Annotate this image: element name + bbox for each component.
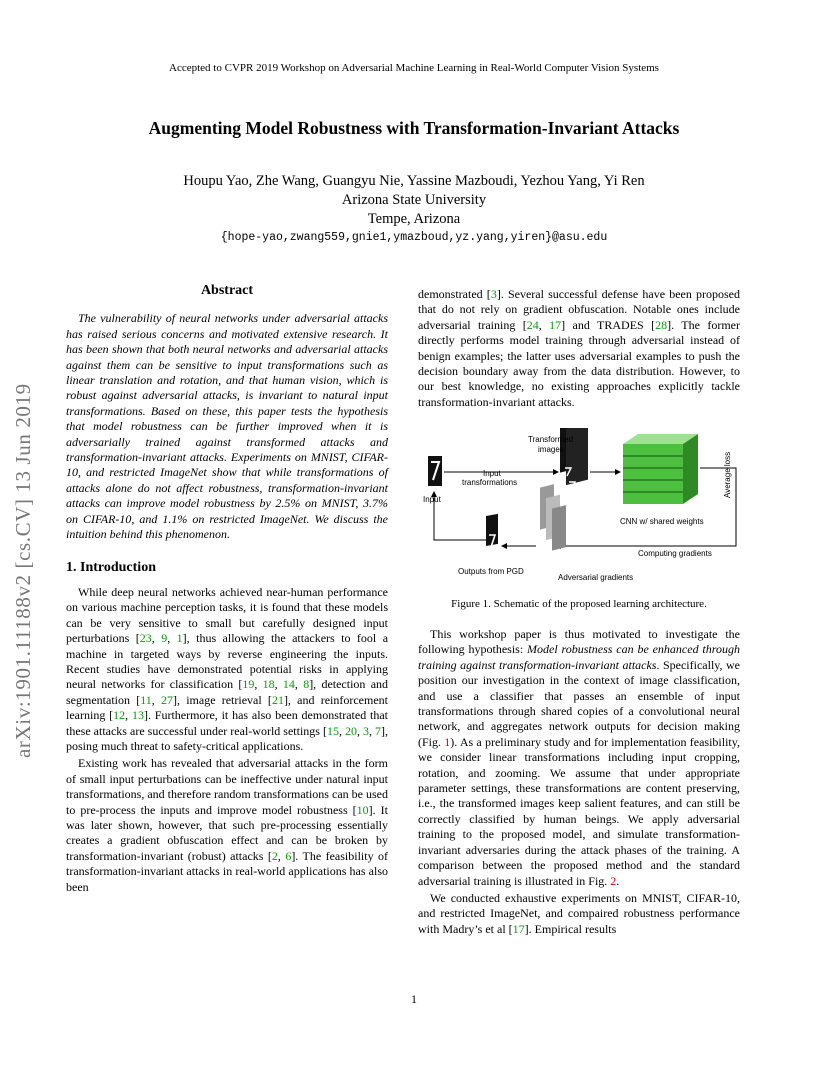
citation-link[interactable]: 3 (363, 723, 369, 738)
label-input: Input (423, 495, 441, 504)
pgd-output-image (486, 514, 498, 547)
abstract-heading: Abstract (200, 283, 254, 298)
abstract-text: The vulnerability of neural networks under adversarial attacks has raised serious concerns and motivated extensive research. It has been shown that both neural networks and adversarial attacks against them can be sensitive to input transformations such as linear translation and rotation, and that human vision, which is robust against adversarial attacks, is invariant to natural input transformations. Based on these, this paper tests the hypothesis that model robustness can be further improved when it is adversarially trained against transformed attacks and transformation-invariant attacks. Experiments on MNIST, CIFAR-10, and restricted ImageNet show that while transformations of attacks alone do not affect robustness, transformation-invariant attacks can improve model robustness by 2.5% on MNIST, 3.7% on CIFAR-10, and 1.1% on restricted ImageNet. We discuss the intuition behind this phenomenon. (66, 311, 388, 542)
page-number: 1 (411, 992, 417, 1006)
citation-link[interactable]: 6 (285, 848, 292, 863)
citation-link[interactable]: 8 (303, 677, 310, 692)
citation-link[interactable]: 20 (344, 723, 357, 738)
citation-link[interactable]: 15 (326, 723, 339, 738)
figure-1-diagram (418, 428, 748, 588)
figure-1-caption: Figure 1. Schematic of the proposed learning architecture. (451, 598, 707, 610)
right-column-bottom (418, 627, 740, 939)
label-input-transformations-2: transformations (462, 478, 518, 487)
label-computing-gradients: Computing gradients (638, 549, 712, 558)
intro-paragraph-2: Existing work has revealed that adversarial attacks in the form of small input perturbations can be ineffective under natural input transformations, and therefore random transformations can be used to pre-process the inputs and improve model robustness [10]. It was later shown, however, that such pre-processing essentially creates a gradient obfuscation effect and can be broken by transformation-invariant (robust) attacks [2, 6]. The feasibility of transformation-invariant attacks in real-world applications has also been (66, 756, 389, 894)
cnn-stack (623, 434, 698, 504)
citation-link[interactable]: 17 (549, 317, 562, 332)
label-transformed-images-1: Transformed (528, 435, 574, 444)
adversarial-gradients-stack (540, 484, 566, 550)
authors: Houpu Yao, Zhe Wang, Guangyu Nie, Yassine Mazboudi, Yezhou Yang, Yi Ren (183, 173, 645, 189)
citation-link[interactable]: 3 (490, 287, 497, 301)
citation-link[interactable]: 24 (526, 317, 539, 332)
label-adversarial-gradients: Adversarial gradients (558, 573, 634, 582)
citation-link[interactable]: 21 (271, 692, 284, 707)
citation-link[interactable]: 14 (282, 677, 295, 692)
citation-link[interactable]: 27 (160, 692, 173, 707)
intro-paragraph-3: This workshop paper is thus motivated to investigate the following hypothesis: Model robustness can be enhanced through training against transformation-invariant attacks. Specifically, we position our investigation in the context of image classification, and use a classifier that passes an ensemble of input transformations through shared copies of a convolutional neural network, and aggregates network outputs for decision making (Fig. 1). As a preliminary study and for implementation feasibility, we consider linear transformations including input cropping, rotation, and zooming. We assume that under appropriate parameter settings, these transformations are content preserving, i.e., the transformed images keep salient features, and can still be correctly classified by human beings. We apply adversarial training to the proposed model, and simulate transformation-invariant adversaries during the attack phases of the training. A comparison between the proposed method and the standard adversarial training is illustrated in Fig. 2. (418, 627, 740, 888)
citation-link[interactable]: 12 (113, 708, 126, 723)
figure-ref-link[interactable]: 2 (610, 873, 617, 888)
citation-link[interactable]: 10 (356, 802, 369, 817)
label-cnn: CNN w/ shared weights (620, 517, 704, 526)
citation-link[interactable]: 11 (140, 692, 152, 707)
left-column (66, 283, 388, 897)
header-note: Accepted to CVPR 2019 Workshop on Adversarial Machine Learning in Real-World Computer Vision Systems (169, 62, 659, 74)
label-input-transformations-1: Input (483, 469, 501, 478)
label-transformed-images-2: images (538, 445, 564, 454)
citation-link[interactable]: 1 (176, 631, 183, 646)
intro-paragraph-4: We conducted exhaustive experiments on MNIST, CIFAR-10, and restricted ImageNet, and compaired robustness performance with Madry’s et al [17]. Empirical results (418, 890, 740, 936)
input-image (428, 456, 442, 486)
arxiv-watermark: arXiv:1901.11188v2 [cs.CV] 13 Jun 2019 (11, 383, 35, 758)
citation-link[interactable]: 18 (262, 677, 275, 692)
author-emails: {hope-yao,zwang559,gnie1,ymazboud,yz.yang,yiren}@asu.edu (220, 231, 608, 244)
citation-link[interactable]: 17 (512, 921, 525, 936)
location: Tempe, Arizona (367, 211, 461, 227)
affiliation: Arizona State University (341, 192, 487, 208)
citation-link[interactable]: 7 (375, 723, 382, 738)
figure-ref-link[interactable]: 1 (444, 734, 451, 749)
right-column-top (418, 287, 740, 412)
citation-link[interactable]: 13 (131, 708, 144, 723)
citation-link[interactable]: 9 (161, 631, 168, 646)
paper-title: Augmenting Model Robustness with Transformation-Invariant Attacks (148, 118, 680, 138)
arrow-pgd-to-input (434, 492, 486, 540)
citation-link[interactable]: 19 (242, 677, 255, 692)
intro-paragraph-2-continued: demonstrated [3]. Several successful defense have been proposed that do not rely on gradient obfuscation. Notable ones include adversarial training [24, 17] and TRADES [28]. The former directly performs model training through adversarial instead of benign examples; the latter uses adversarial examples to push the decision boundary away from the data distribution. However, to our best knowledge, no existing approaches explicitly tackle transformation-invariant attacks. (418, 287, 740, 409)
label-outputs-pgd: Outputs from PGD (458, 567, 524, 576)
citation-link[interactable]: 28 (655, 317, 668, 332)
citation-link[interactable]: 23 (139, 631, 152, 646)
intro-paragraph-1: While deep neural networks achieved near-human performance on various machine perception tasks, it is found that these models can be very sensitive to small but carefully designed input perturbations [23, 9, 1], thus allowing the attackers to fool a machine in targeted ways by reverse engineering the inputs. Recent studies have demonstrated potential risks in applying neural networks for classification [19, 18, 14, 8], detection and segmentation [11, 27], image retrieval [21], and reinforcement learning [12, 13]. Furthermore, it has also been demonstrated that these attacks are successful under real-world settings [15, 20, 3, 7], posing much threat to safety-critical applications. (66, 584, 389, 753)
intro-heading: 1. Introduction (66, 559, 156, 575)
author-block (0, 172, 828, 229)
citation-link[interactable]: 2 (271, 848, 278, 863)
label-average-loss: Average loss (723, 451, 732, 498)
